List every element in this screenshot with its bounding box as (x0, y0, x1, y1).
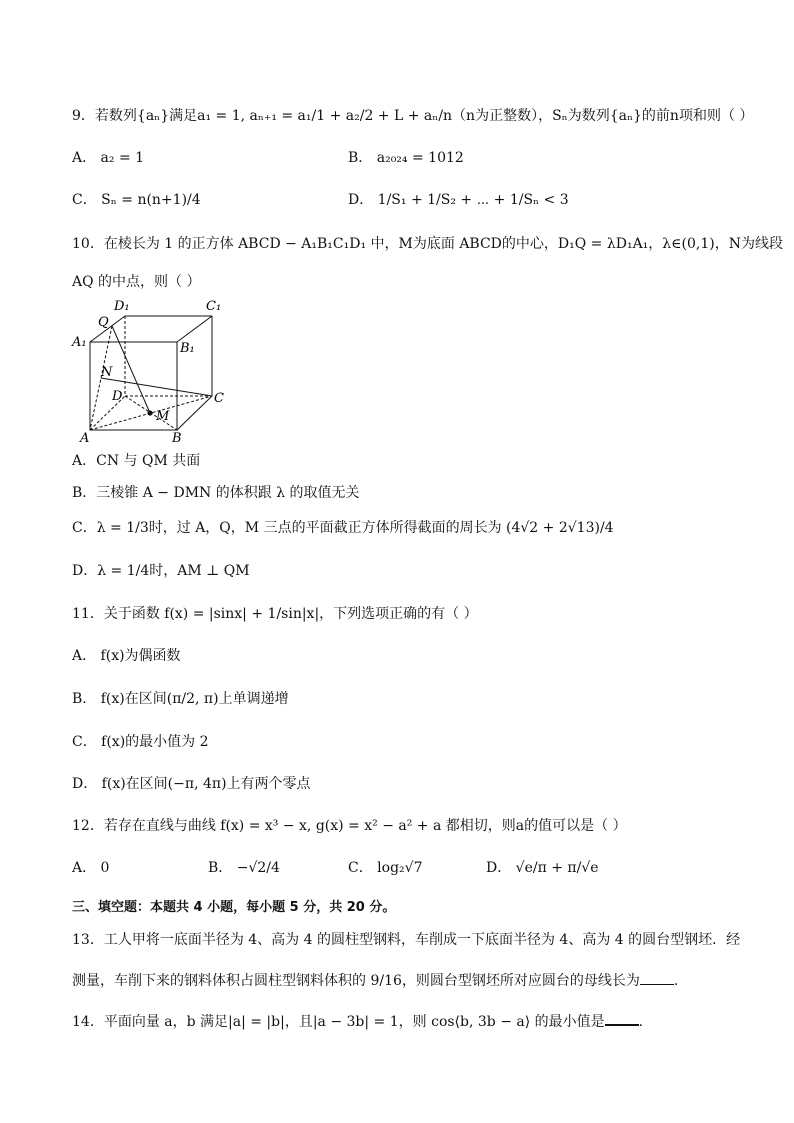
q9-option-c: C． Sₙ = n(n+1)/4 (72, 192, 201, 208)
q11-option-b: B． f(x)在区间(π/2, π)上单调递增 (72, 691, 289, 707)
q9-stem: 9．若数列{aₙ}满足a₁ = 1, aₙ₊₁ = a₁/1 + a₂/2 + L + aₙ/n（n为正整数），Sₙ为数列{aₙ}的前n项和则（ ） (72, 108, 754, 124)
q10-option-a: A．CN 与 QM 共面 (72, 453, 201, 469)
q12-option-c: C． log₂√7 (348, 860, 423, 876)
q12-option-d: D． √e/π + π/√e (486, 860, 599, 876)
q10-stem-line2: AQ 的中点，则（ ） (72, 274, 201, 290)
section-three-heading: 三、填空题：本题共 4 小题，每小题 5 分，共 20 分。 (72, 900, 396, 915)
label-c: C (214, 391, 224, 406)
q10-option-b: B．三棱锥 A − DMN 的体积跟 λ 的取值无关 (72, 485, 360, 501)
q12-option-a: A． 0 (72, 860, 110, 876)
label-d: D (112, 389, 123, 404)
q9-option-a: A． a₂ = 1 (72, 150, 145, 166)
label-c1: C₁ (206, 299, 222, 314)
label-b: B (172, 431, 182, 446)
label-b1: B₁ (180, 341, 195, 356)
label-m: M (156, 409, 170, 424)
label-d1: D₁ (114, 299, 130, 314)
q11-option-d: D． f(x)在区间(−π, 4π)上有两个零点 (72, 776, 311, 792)
label-a: A (80, 431, 90, 446)
q14-answer-blank[interactable] (605, 1010, 639, 1026)
q14-line (72, 1010, 643, 1032)
label-a1: A₁ (72, 335, 87, 350)
q13-answer-blank[interactable] (640, 970, 674, 985)
q14-period: . (638, 1014, 644, 1030)
q12-stem: 12．若存在直线与曲线 f(x) = x³ − x, g(x) = x² − a² + a 都相切，则a的值可以是（ ） (72, 818, 627, 834)
q10-stem-line1: 10．在棱长为 1 的正方体 ABCD − A₁B₁C₁D₁ 中，M为底面 ABCD的中心，D₁Q = λD₁A₁，λ∈(0,1)，N为线段 (72, 236, 783, 252)
q11-stem: 11．关于函数 f(x) = |sinx| + 1/sin|x|，下列选项正确的有（ ） (72, 606, 478, 622)
q9-option-b: B． a₂₀₂₄ = 1012 (348, 150, 464, 166)
q10-option-d: D．λ = 1/4时，AM ⊥ QM (72, 563, 250, 579)
q12-option-b: B． −√2/4 (208, 860, 280, 876)
q10-option-c: C．λ = 1/3时，过 A，Q，M 三点的平面截正方体所得截面的周长为 (4√2 + 2√13)/4 (72, 520, 614, 536)
q14-text: 14．平面向量 a，b 满足|a| = |b|，且|a − 3b| = 1，则 cos⟨b, 3b − a⟩ 的最小值是 (72, 1014, 605, 1030)
q11-option-c: C． f(x)的最小值为 2 (72, 734, 209, 750)
label-q: Q (98, 315, 109, 330)
cube-figure (70, 296, 240, 448)
q13-period: . (673, 973, 679, 989)
label-n: N (101, 365, 113, 380)
q9-option-d: D． 1/S₁ + 1/S₂ + ⋯ + 1/Sₙ < 3 (348, 192, 569, 208)
q13-line2 (72, 970, 678, 991)
q11-option-a: A． f(x)为偶函数 (72, 648, 181, 664)
q13-line1: 13．工人甲将一底面半径为 4、高为 4 的圆柱型钢料，车削成一下底面半径为 4、高为 4 的圆台型钢坯．经 (72, 932, 741, 948)
q13-line2-text: 测量，车削下来的钢料体积占圆柱型钢料体积的 9/16，则圆台型钢坯所对应圆台的母线长为 (72, 973, 640, 989)
